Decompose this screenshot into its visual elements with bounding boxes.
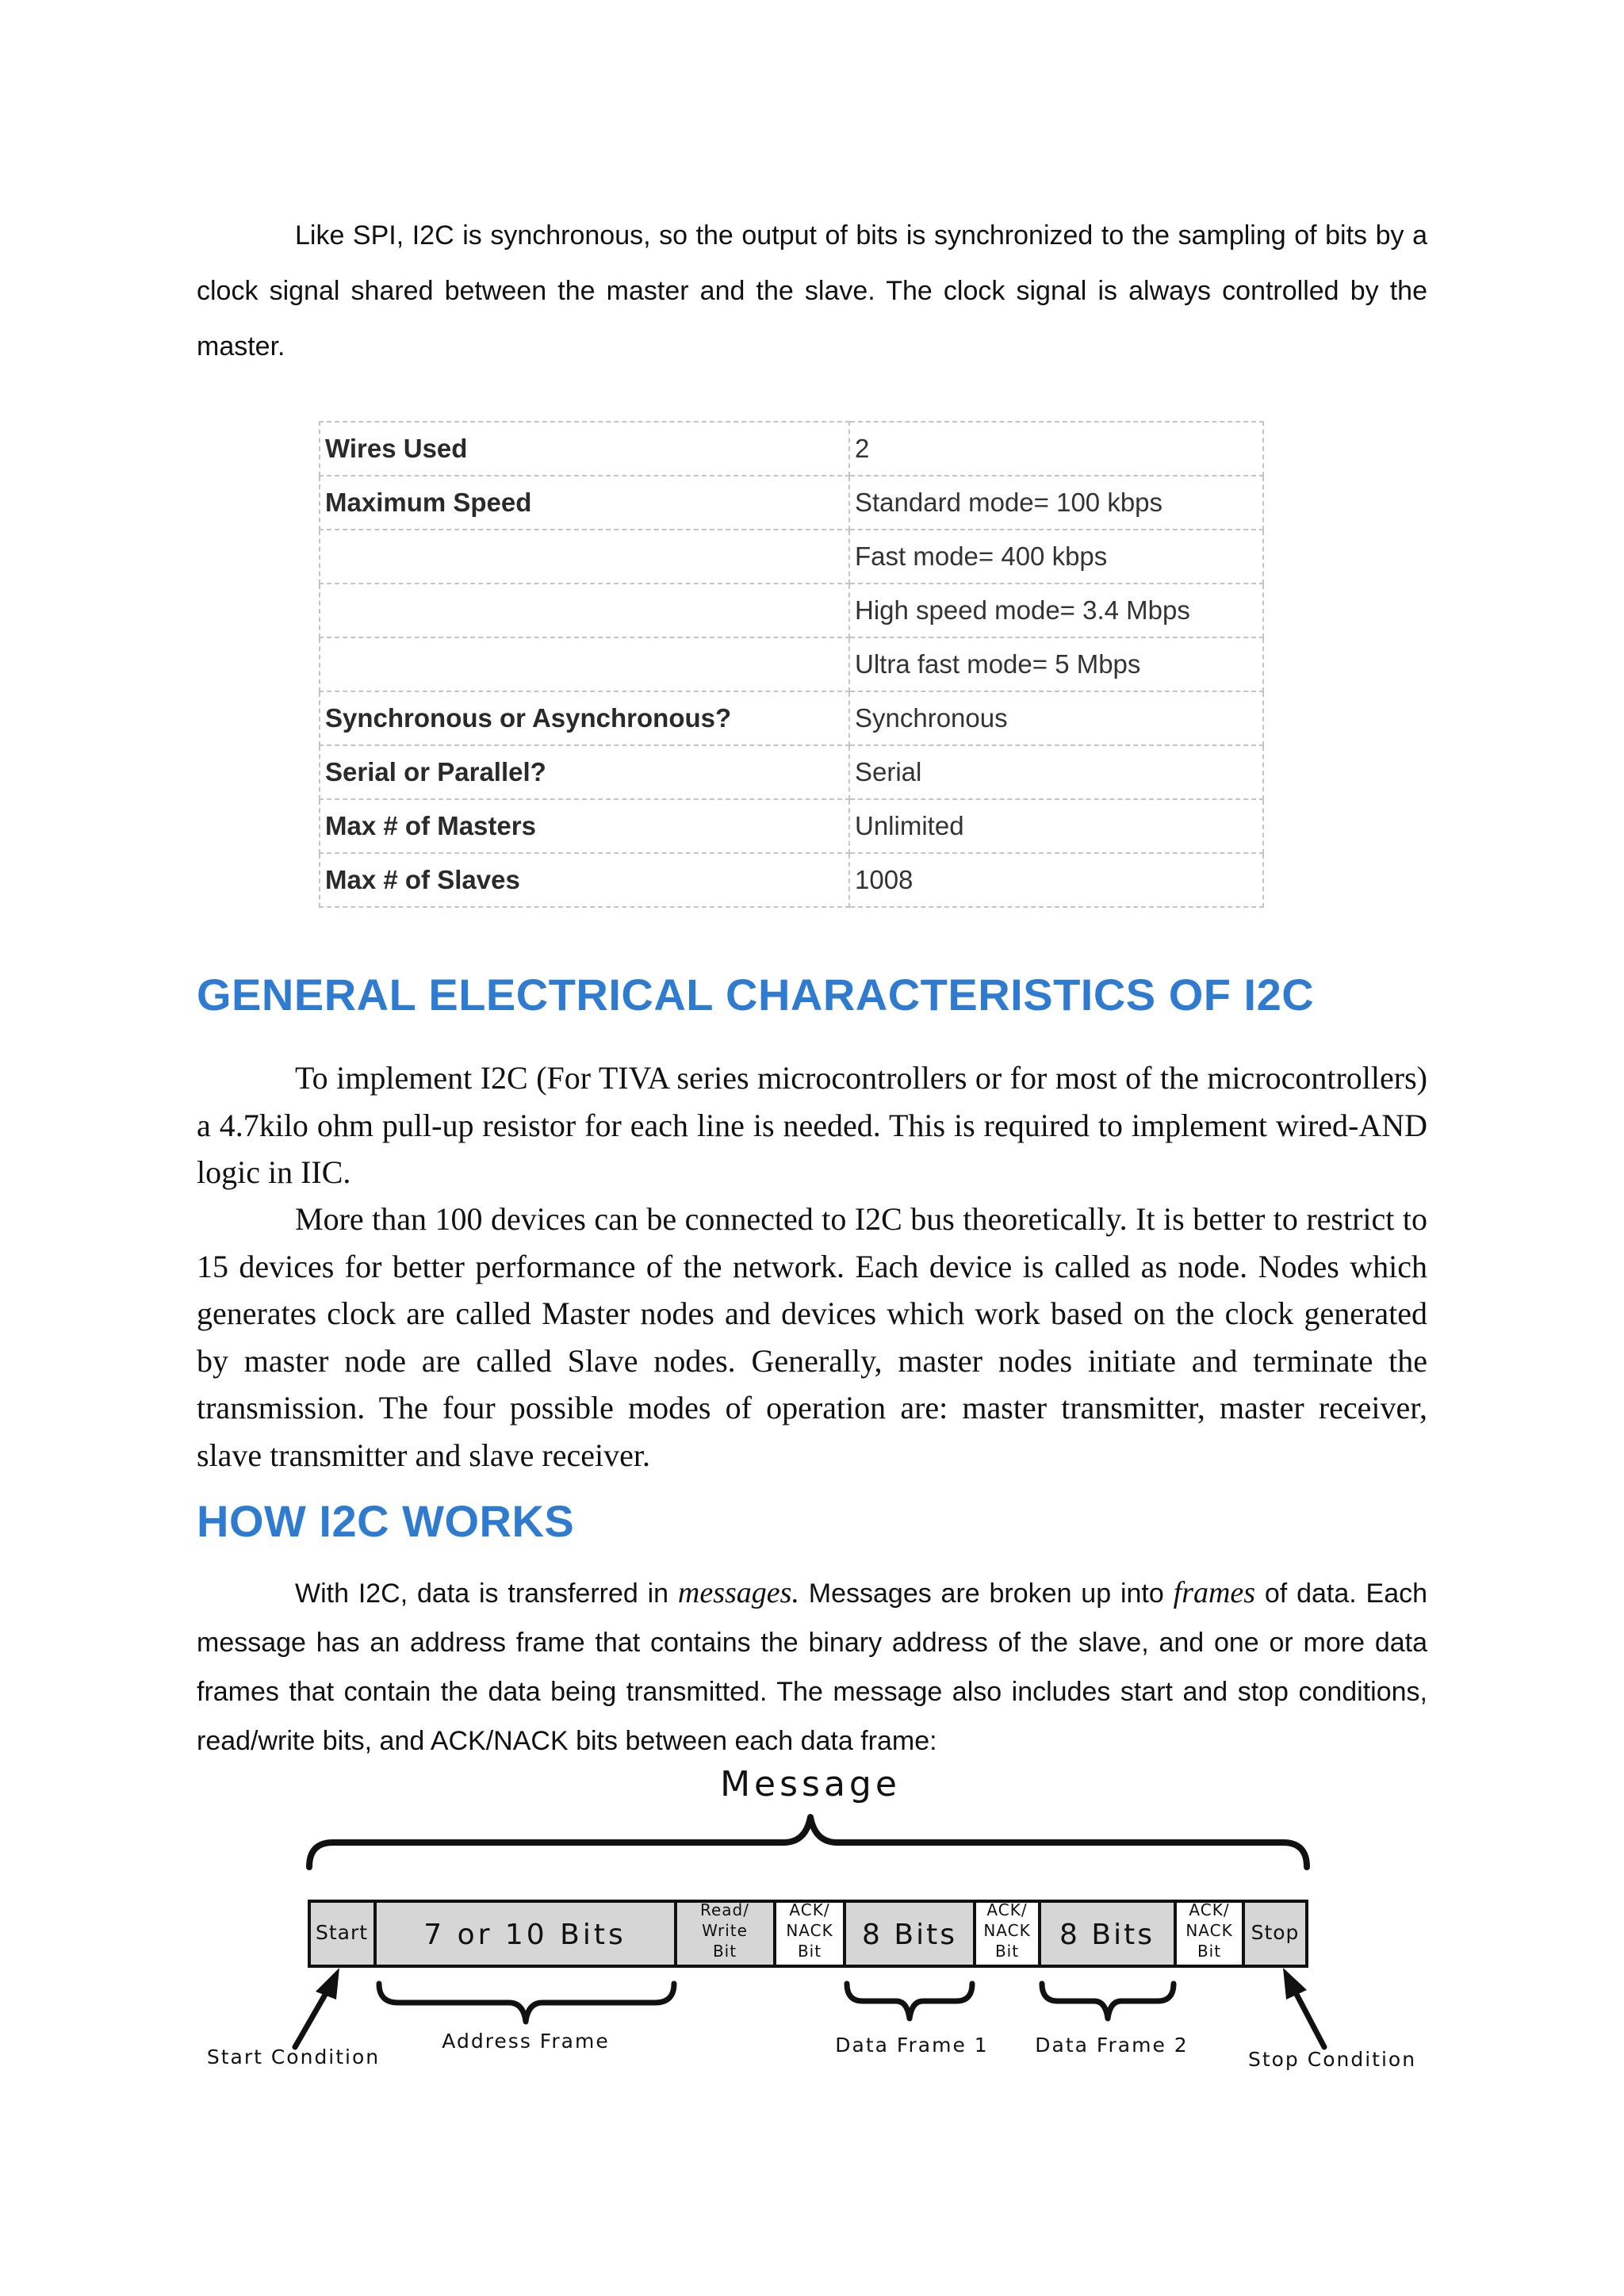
data-bits-label-1: 8 Bits <box>862 1919 957 1951</box>
spec-value: High speed mode= 3.4 Mbps <box>849 584 1263 637</box>
text-run: Messages are broken up into <box>799 1578 1174 1609</box>
ack1-label-line-2: NACK <box>786 1921 833 1940</box>
rw-label-line-1: Read/ <box>700 1900 749 1919</box>
data-frame-1-label: Data Frame 1 <box>835 2034 989 2057</box>
how-i2c-works-paragraph <box>197 1568 1427 1766</box>
start-label: Start <box>315 1921 369 1944</box>
electrical-paragraph-1: To implement I2C (For TIVA series microcontrollers or for most of the microcontrollers) a 4.7kilo ohm pull-up resistor for each line is needed. This is required to implement wired-AND logic in IIC. <box>197 1060 1427 1190</box>
address-frame-label: Address Frame <box>442 2030 610 2053</box>
spec-value: Ultra fast mode= 5 Mbps <box>849 637 1263 691</box>
ack3-label-line-3: Bit <box>1197 1942 1222 1961</box>
spec-value: Serial <box>849 745 1263 799</box>
spec-value: Fast mode= 400 kbps <box>849 530 1263 584</box>
address-bits-label: 7 or 10 Bits <box>423 1919 626 1951</box>
rw-label-line-2: Write <box>702 1921 748 1940</box>
spec-row <box>320 853 1263 907</box>
spec-key: Max # of Slaves <box>320 853 849 907</box>
spec-value: Unlimited <box>849 799 1263 853</box>
address-frame-brace <box>379 1984 674 2022</box>
start-condition-label: Start Condition <box>206 2045 381 2068</box>
spec-key <box>320 530 849 584</box>
emphasis-frames: frames <box>1173 1576 1256 1609</box>
electrical-paragraph-2: More than 100 devices can be connected to I2C bus theoretically. It is better to restrict to 15 devices for better performance of the network. Each device is called as node. Nodes which generates clock are called Master nodes and devices which work based on the clock generated by master node are called Slave nodes. Generally, master nodes initiate and terminate the transmission. The four possible modes of operation are: master transmitter, master receiver, slave transmitter and slave receiver. <box>197 1201 1427 1473</box>
spec-key: Synchronous or Asynchronous? <box>320 691 849 745</box>
spec-row <box>320 422 1263 476</box>
ack2-label-line-1: ACK/ <box>986 1900 1028 1919</box>
data-frame-2-label: Data Frame 2 <box>1035 2034 1189 2057</box>
ack1-label-line-3: Bit <box>797 1942 822 1961</box>
data-frame-2-brace <box>1042 1984 1174 2019</box>
spec-key: Wires Used <box>320 422 849 476</box>
spec-row <box>320 476 1263 530</box>
intro-paragraph: Like SPI, I2C is synchronous, so the output of bits is synchronized to the sampling of bits by a clock signal shared between the master and the slave. The clock signal is always controlled by the master. <box>197 220 1427 362</box>
spec-row <box>320 637 1263 691</box>
spec-value: Standard mode= 100 kbps <box>849 476 1263 530</box>
spec-row <box>320 745 1263 799</box>
ack3-label-line-1: ACK/ <box>1189 1900 1230 1919</box>
stop-label: Stop <box>1251 1921 1300 1944</box>
spec-row <box>320 691 1263 745</box>
ack1-label-line-1: ACK/ <box>789 1900 830 1919</box>
data-frame-1-brace <box>847 1984 972 2019</box>
i2c-message-diagram <box>0 1760 1624 2093</box>
spec-value: Synchronous <box>849 691 1263 745</box>
spec-key <box>320 584 849 637</box>
ack2-label-line-2: NACK <box>983 1921 1031 1940</box>
diagram-title: Message <box>720 1764 901 1804</box>
spec-value: 1008 <box>849 853 1263 907</box>
spec-value: 2 <box>849 422 1263 476</box>
message-brace <box>309 1817 1307 1867</box>
start-condition-arrow <box>295 1968 339 2047</box>
ack2-label-line-3: Bit <box>994 1942 1020 1961</box>
spec-row <box>320 530 1263 584</box>
spec-key: Maximum Speed <box>320 476 849 530</box>
spec-key: Serial or Parallel? <box>320 745 849 799</box>
spec-row <box>320 584 1263 637</box>
section-heading-how-i2c-works: HOW I2C WORKS <box>197 1496 575 1546</box>
emphasis-messages: messages. <box>677 1576 799 1609</box>
data-bits-label-2: 8 Bits <box>1059 1919 1155 1951</box>
stop-condition-label: Stop Condition <box>1247 2048 1417 2071</box>
section-heading-electrical: GENERAL ELECTRICAL CHARACTERISTICS OF I2C <box>197 970 1315 1020</box>
spec-key: Max # of Masters <box>320 799 849 853</box>
text-run: of data. Each message has an address frame that contains the binary address of the slave, and one or more data frames that contain the data being transmitted. The message also includes start and stop conditions, read/write bits, and ACK/NACK bits between each data frame: <box>197 1578 1428 1756</box>
spec-row <box>320 799 1263 853</box>
ack3-label-line-2: NACK <box>1185 1921 1233 1940</box>
rw-label-line-3: Bit <box>712 1942 737 1961</box>
text-run: With I2C, data is transferred in <box>295 1578 678 1609</box>
i2c-spec-table <box>319 421 1264 908</box>
spec-key <box>320 637 849 691</box>
stop-condition-arrow <box>1283 1968 1324 2047</box>
